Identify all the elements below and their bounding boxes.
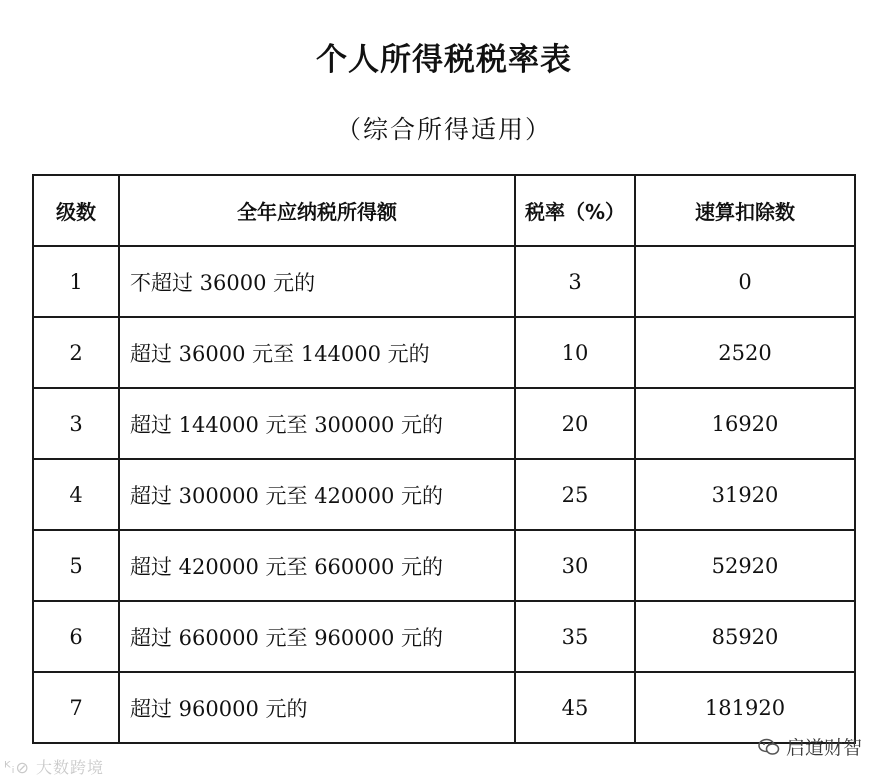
cell-deduction: 0 <box>635 246 855 317</box>
cell-range: 超过 36000 元至 144000 元的 <box>119 317 515 388</box>
table-row <box>33 530 855 601</box>
header-rate: 税率（%） <box>515 175 635 246</box>
cell-range: 不超过 36000 元的 <box>119 246 515 317</box>
watermark-left <box>4 755 104 778</box>
cell-rate: 35 <box>515 601 635 672</box>
watermark-right-text: 启道财智 <box>785 737 862 759</box>
brand-logo-icon: ᴷᵢ⊘ <box>4 758 30 777</box>
cell-deduction: 85920 <box>635 601 855 672</box>
cell-deduction: 16920 <box>635 388 855 459</box>
cell-level: 4 <box>33 459 119 530</box>
cell-level: 2 <box>33 317 119 388</box>
table-row <box>33 317 855 388</box>
cell-range: 超过 960000 元的 <box>119 672 515 743</box>
header-deduction: 速算扣除数 <box>635 175 855 246</box>
table-row <box>33 388 855 459</box>
cell-rate: 10 <box>515 317 635 388</box>
header-level: 级数 <box>33 175 119 246</box>
cell-deduction: 52920 <box>635 530 855 601</box>
cell-deduction: 181920 <box>635 672 855 743</box>
cell-level: 5 <box>33 530 119 601</box>
cell-level: 1 <box>33 246 119 317</box>
table-row <box>33 601 855 672</box>
tax-rate-table <box>32 174 856 744</box>
table-row <box>33 246 855 317</box>
cell-deduction: 2520 <box>635 317 855 388</box>
cell-level: 7 <box>33 672 119 743</box>
cell-rate: 20 <box>515 388 635 459</box>
cell-level: 3 <box>33 388 119 459</box>
table-row <box>33 459 855 530</box>
cell-rate: 30 <box>515 530 635 601</box>
cell-range: 超过 144000 元至 300000 元的 <box>119 388 515 459</box>
cell-level: 6 <box>33 601 119 672</box>
wechat-icon <box>758 738 780 756</box>
cell-rate: 25 <box>515 459 635 530</box>
table-row <box>33 672 855 743</box>
watermark-right <box>758 733 862 760</box>
cell-deduction: 31920 <box>635 459 855 530</box>
cell-range: 超过 420000 元至 660000 元的 <box>119 530 515 601</box>
cell-rate: 45 <box>515 672 635 743</box>
page-subtitle: （综合所得适用） <box>335 115 552 144</box>
table-header-row <box>33 175 855 246</box>
cell-rate: 3 <box>515 246 635 317</box>
watermark-left-text: 大数跨境 <box>35 758 104 777</box>
cell-range: 超过 300000 元至 420000 元的 <box>119 459 515 530</box>
page-title: 个人所得税税率表 <box>316 42 572 78</box>
cell-range: 超过 660000 元至 960000 元的 <box>119 601 515 672</box>
header-range: 全年应纳税所得额 <box>119 175 515 246</box>
